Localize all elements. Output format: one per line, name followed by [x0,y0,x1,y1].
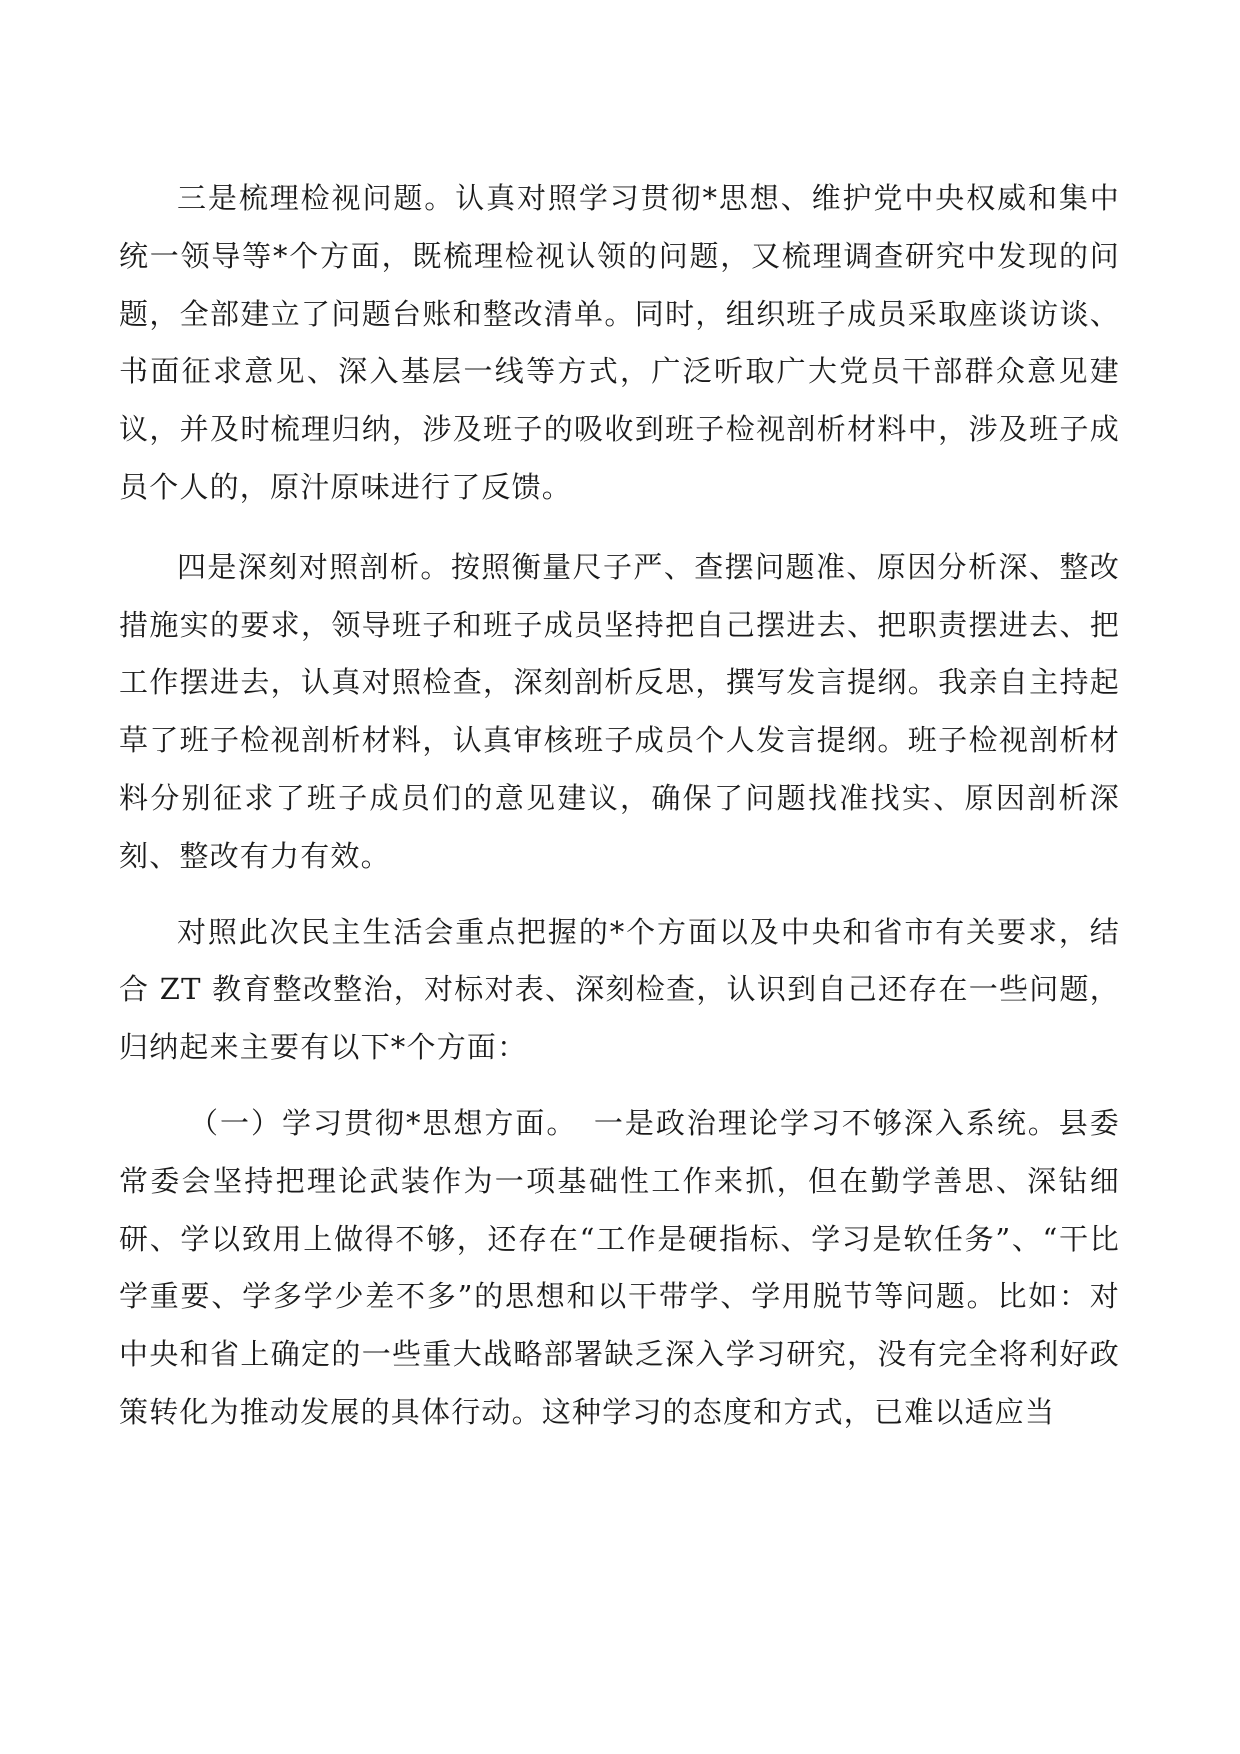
document-body [119,170,1120,1442]
paragraph-problem-summary: 对照此次民主生活会重点把握的*个方面以及中央和省市有关要求，结合 ZT 教育整改整治，对标对表、深刻检查，认识到自己还存在一些问题，归纳起来主要有以下*个方面： [119,914,1120,1065]
paragraph-section-one-study: （一）学习贯彻*思想方面。 一是政治理论学习不够深入系统。县委常委会坚持把理论武装作为一项基础性工作来抓，但在勤学善思、深钻细研、学以致用上做得不够，还存在“工作是硬指标、学习是软任务”、“干比学重要、学多学少差不多”的思想和以干带学、学用脱节等问题。比如：对中央和省上确定的一些重大战略部署缺乏深入学习研究，没有完全将利好政策转化为推动发展的具体行动。这种学习的态度和方式，已难以适应当 [119,1105,1120,1429]
paragraph-review-problems: 三是梳理检视问题。认真对照学习贯彻*思想、维护党中央权威和集中统一领导等*个方面，既梳理检视认领的问题，又梳理调查研究中发现的问题，全部建立了问题台账和整改清单。同时，组织班子成员采取座谈访谈、书面征求意见、深入基层一线等方式，广泛听取广大党员干部群众意见建议，并及时梳理归纳，涉及班子的吸收到班子检视剖析材料中，涉及班子成员个人的，原汁原味进行了反馈。 [119,181,1120,504]
paragraph-in-depth-analysis: 四是深刻对照剖析。按照衡量尺子严、查摆问题准、原因分析深、整改措施实的要求，领导班子和班子成员坚持把自己摆进去、把职责摆进去、把工作摆进去，认真对照检查，深刻剖析反思，撰写发言提纲。我亲自主持起草了班子检视剖析材料，认真审核班子成员个人发言提纲。班子检视剖析材料分别征求了班子成员们的意见建议，确保了问题找准找实、原因剖析深刻、整改有力有效。 [119,549,1120,873]
